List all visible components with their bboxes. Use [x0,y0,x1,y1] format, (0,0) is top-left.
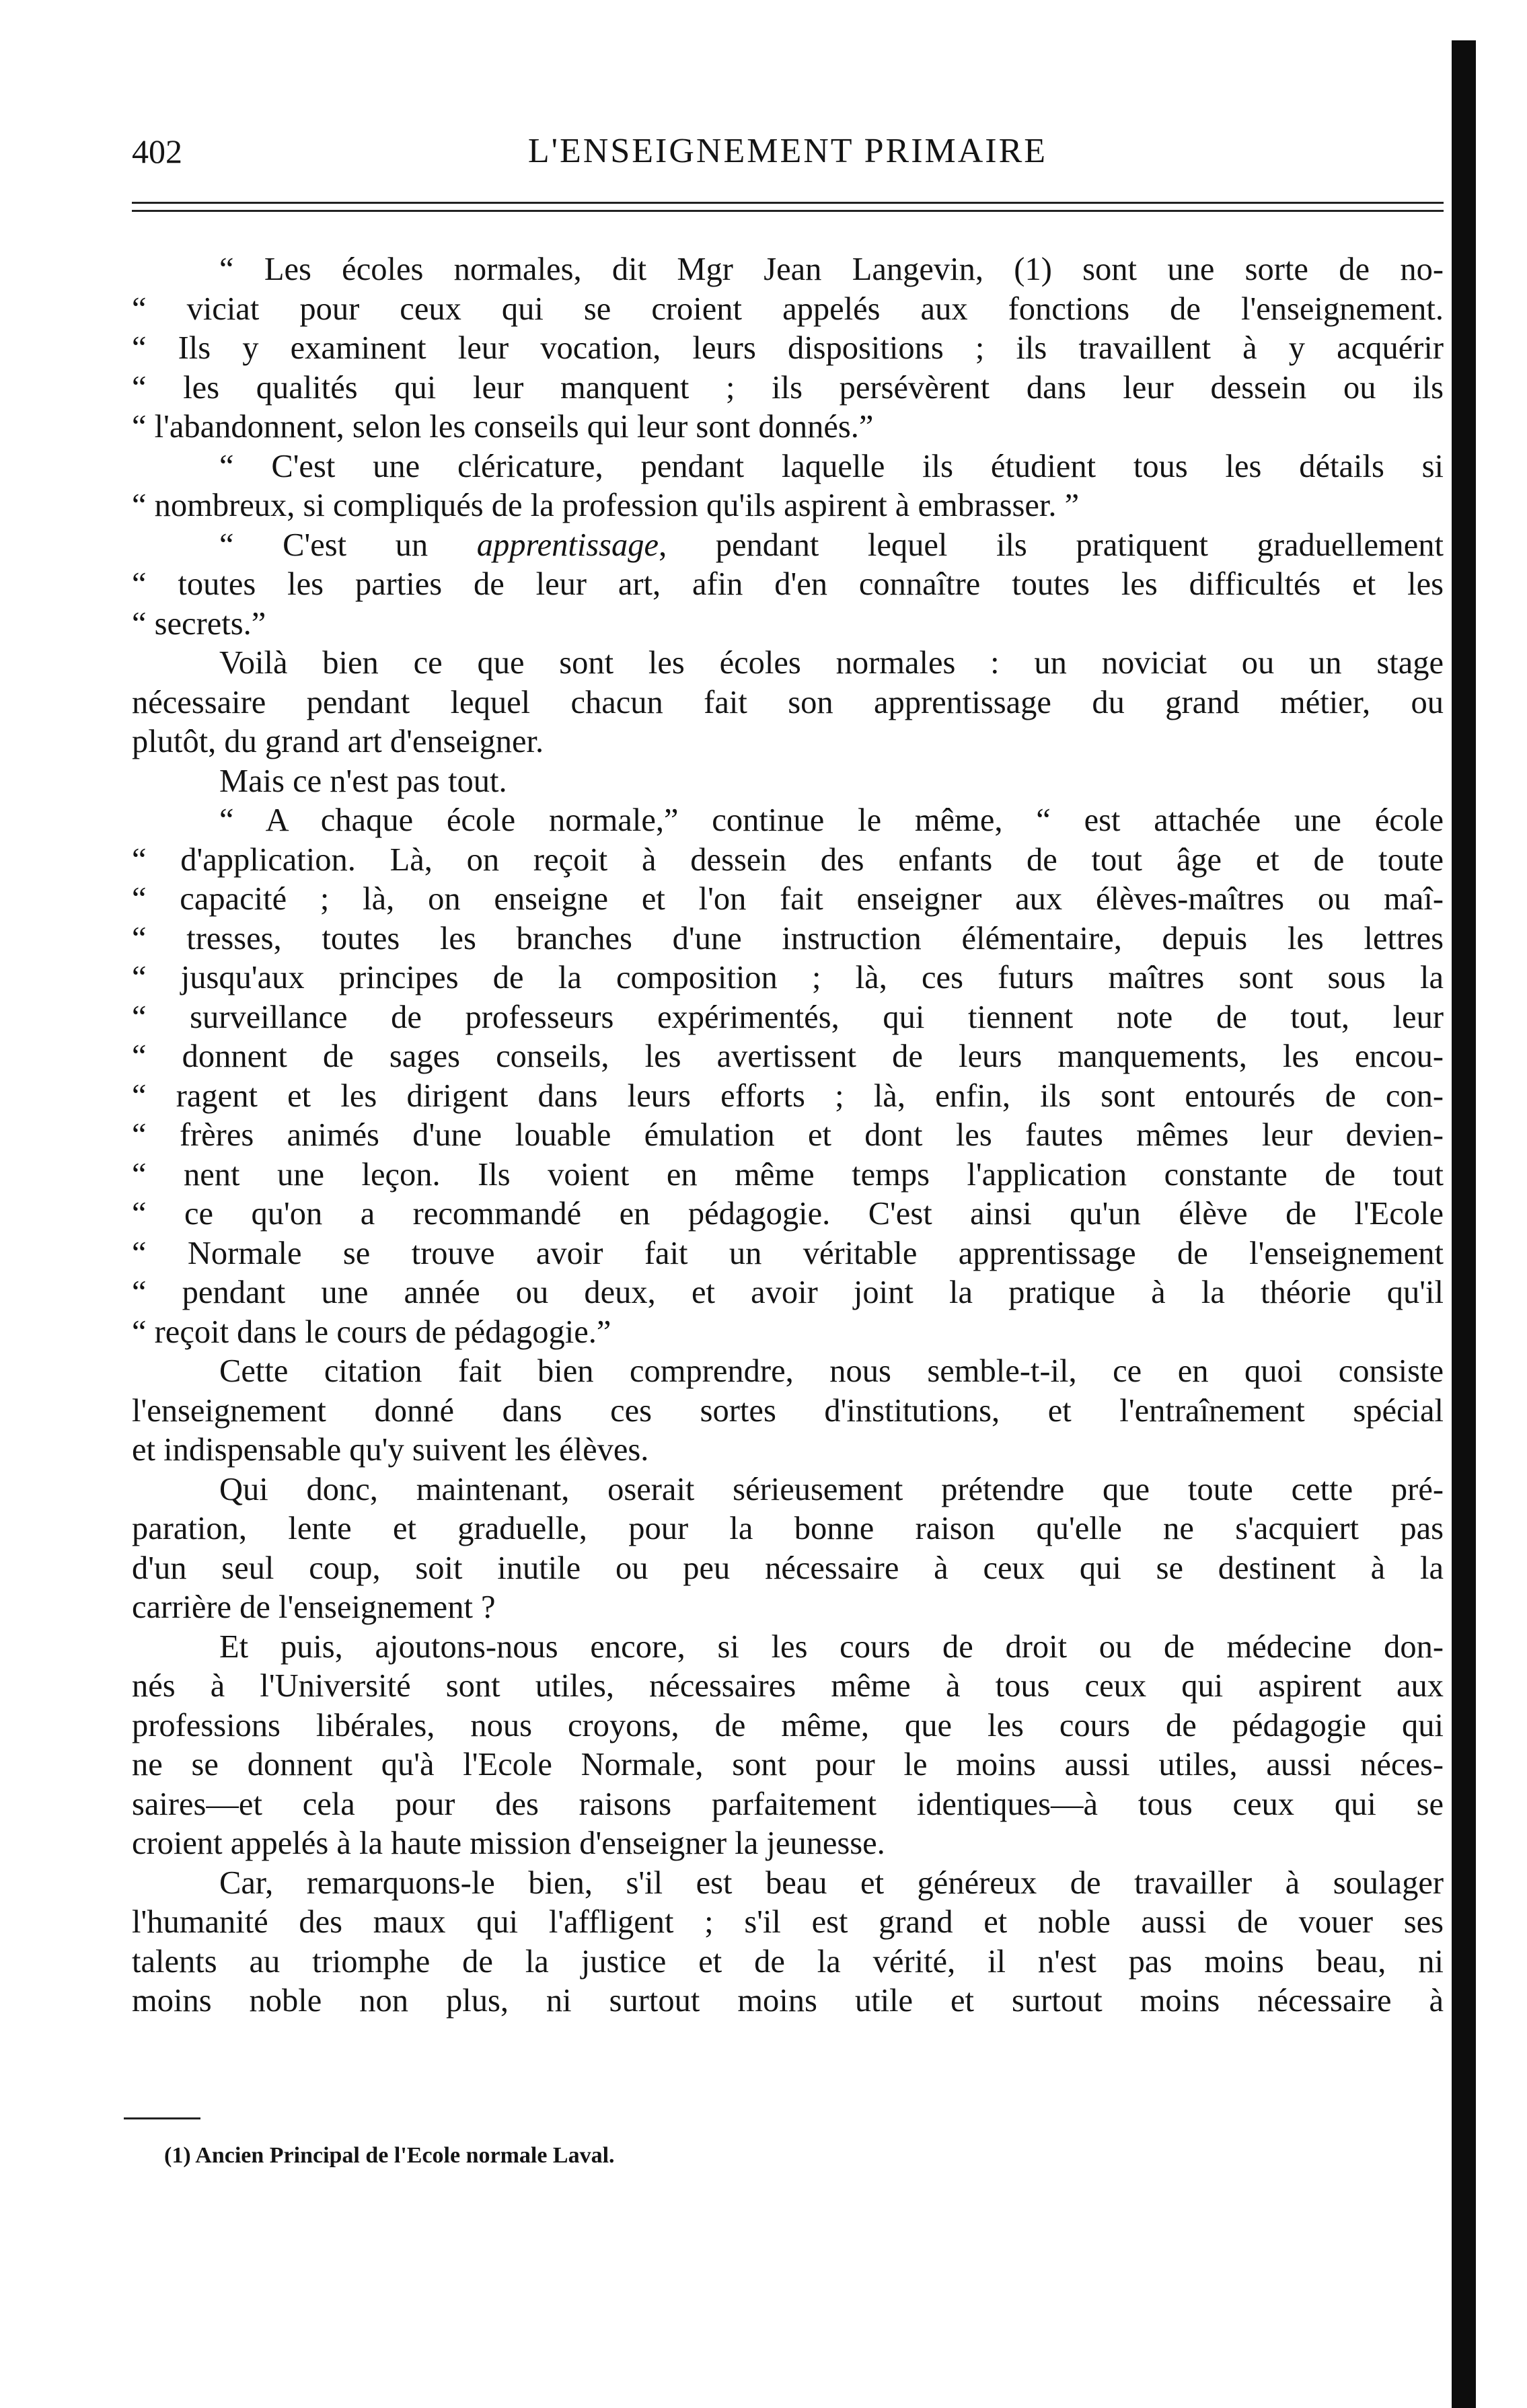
footnote-rule [124,2117,200,2119]
text-line: “ reçoit dans le cours de pédagogie.” [132,1314,611,1350]
body-text [132,250,1444,2021]
text-line: et indispensable qu'y suivent les élèves. [132,1432,649,1468]
text-line: “ tresses, toutes les branches d'une instruction élémentaire, depuis les lettres [132,920,1444,956]
text-line: Voilà bien ce que sont les écoles normales : un noviciat ou un stage [219,645,1444,681]
page-header [132,128,1444,175]
text-line: l'humanité des maux qui l'affligent ; s'il est grand et noble aussi de vouer ses [132,1904,1444,1940]
text-line: “ nombreux, si compliqués de la profession qu'ils aspirent à embrasser. ” [132,488,1080,523]
text-line: Car, remarquons-le bien, s'il est beau et généreux de travailler à soulager [219,1865,1444,1901]
text-line: “ capacité ; là, on enseigne et l'on fait enseigner aux élèves-maîtres ou maî- [132,881,1444,917]
text-line: l'enseignement donné dans ces sortes d'institutions, et l'entraînement spécial [132,1392,1444,1429]
text-line: “ pendant une année ou deux, et avoir joint la pratique à la théorie qu'il [132,1275,1444,1310]
text-line: “ Normale se trouve avoir fait un véritable apprentissage de l'enseignement [132,1235,1444,1271]
text-line: “ ragent et les dirigent dans leurs efforts ; là, enfin, ils sont entourés de con- [132,1078,1444,1114]
text-line: plutôt, du grand art d'enseigner. [132,724,544,759]
header-rule [132,202,1444,204]
text-line: nécessaire pendant lequel chacun fait son apprentissage du grand métier, ou [132,684,1444,720]
text-line: carrière de l'enseignement ? [132,1589,496,1625]
text-line: croient appelés à la haute mission d'enseigner la jeunesse. [132,1826,885,1861]
text-line: nés à l'Université sont utiles, nécessaires même à tous ceux qui aspirent aux [132,1668,1444,1704]
text-line: “ donnent de sages conseils, les avertissent de leurs manquements, les encou- [132,1039,1444,1074]
text-line: paration, lente et graduelle, pour la bonne raison qu'elle ne s'acquiert pas [132,1511,1444,1546]
text-line: “ ce qu'on a recommandé en pédagogie. C'est ainsi qu'un élève de l'Ecole [132,1196,1444,1232]
text-line: saires—et cela pour des raisons parfaitement identiques—à tous ceux qui se [132,1786,1444,1822]
text-line: “ l'abandonnent, selon les conseils qui leur sont donnés.” [132,409,874,445]
header-rule-double [132,210,1444,212]
text-line: moins noble non plus, ni surtout moins utile et surtout moins nécessaire à [132,1983,1444,2019]
text-line: “ C'est une cléricature, pendant laquelle ils étudient tous les détails si [219,448,1444,484]
text-line: ne se donnent qu'à l'Ecole Normale, sont pour le moins aussi utiles, aussi néces- [132,1747,1444,1782]
text-line: “ d'application. Là, on reçoit à dessein des enfants de tout âge et de toute [132,841,1444,878]
page-number: 402 [132,133,182,170]
page-edge-shadow [1452,40,1476,2408]
text-line: “ secrets.” [132,605,266,642]
text-line: d'un seul coup, soit inutile ou peu nécessaire à ceux qui se destinent à la [132,1550,1444,1586]
text-line: Qui donc, maintenant, oserait sérieusement prétendre que toute cette pré- [219,1471,1444,1507]
text-line: “ les qualités qui leur manquent ; ils persévèrent dans leur dessein ou ils [132,369,1444,406]
text-line: “ viciat pour ceux qui se croient appelés aux fonctions de l'enseignement. [132,291,1444,327]
footnote: (1) Ancien Principal de l'Ecole normale Laval. [164,2143,615,2168]
text-line: professions libérales, nous croyons, de même, que les cours de pédagogie qui [132,1707,1444,1743]
text-line: “ surveillance de professeurs expérimentés, qui tiennent note de tout, leur [132,999,1444,1035]
running-title: L'ENSEIGNEMENT PRIMAIRE [527,132,1048,170]
text-line: “ frères animés d'une louable émulation et dont les fautes mêmes leur devien- [132,1117,1444,1153]
text-line: “ Les écoles normales, dit Mgr Jean Langevin, (1) sont une sorte de no- [219,252,1444,287]
text-line: “ Ils y examinent leur vocation, leurs dispositions ; ils travaillent à y acquérir [132,330,1444,366]
text-line: “ nent une leçon. Ils voient en même temps l'application constante de tout [132,1156,1444,1193]
text-line: Cette citation fait bien comprendre, nous semble-t-il, ce en quoi consiste [219,1353,1444,1389]
text-line: Et puis, ajoutons-nous encore, si les cours de droit ou de médecine don- [219,1628,1444,1665]
text-line: Mais ce n'est pas tout. [219,763,507,799]
text-line: “ jusqu'aux principes de la composition ; là, ces futurs maîtres sont sous la [132,960,1444,995]
text-line: “ A chaque école normale,” continue le même, “ est attachée une école [219,802,1444,838]
text-line: talents au triomphe de la justice et de la vérité, il n'est pas moins beau, ni [132,1943,1444,1980]
text-line: “ toutes les parties de leur art, afin d'en connaître toutes les difficultés et les [132,566,1444,602]
text-line: “ C'est un apprentissage, pendant lequel ils pratiquent graduellement [219,527,1444,563]
